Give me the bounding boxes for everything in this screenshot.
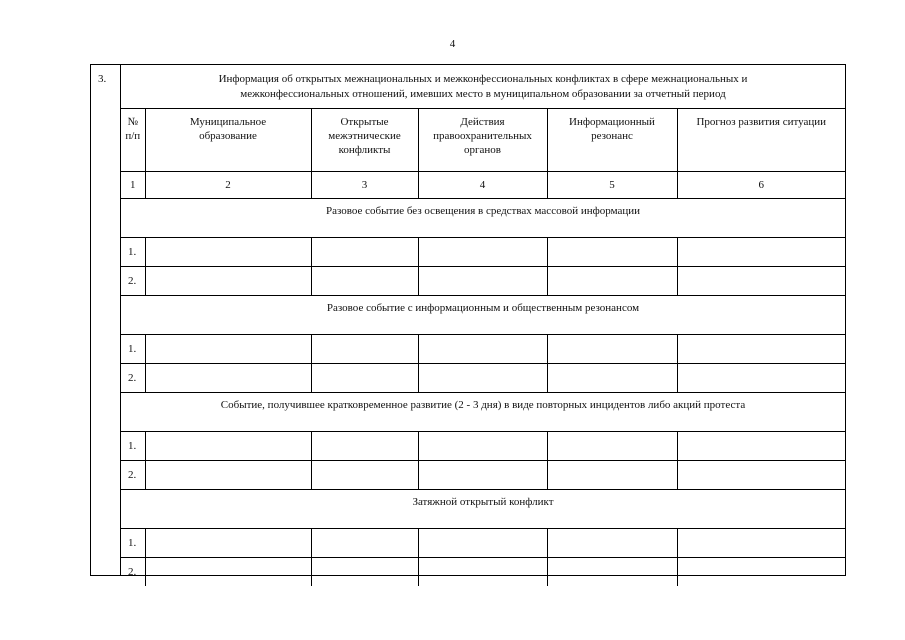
group-header-row — [121, 295, 845, 334]
empty-cell[interactable] — [418, 431, 547, 460]
report-form — [90, 64, 846, 576]
empty-cell[interactable] — [677, 460, 845, 489]
column-header-line: Информационный — [569, 116, 655, 128]
empty-cell[interactable] — [145, 460, 311, 489]
column-number-row — [121, 171, 845, 198]
empty-cell[interactable] — [311, 363, 418, 392]
empty-cell[interactable] — [311, 334, 418, 363]
section-title-line-2: межконфессиональных отношений, имевших место в муниципальном образовании за отчетный период — [240, 88, 726, 100]
empty-cell[interactable] — [145, 237, 311, 266]
column-header — [547, 109, 677, 171]
group-title: Разовое событие с информационным и общественным резонансом — [121, 295, 845, 334]
empty-cell[interactable] — [547, 363, 677, 392]
row-number: 1. — [121, 431, 145, 460]
empty-cell[interactable] — [145, 528, 311, 557]
empty-cell[interactable] — [145, 266, 311, 295]
group-title: Затяжной открытый конфликт — [121, 489, 845, 528]
section-title-line-1: Информация об открытых межнациональных и межконфессиональных конфликтах в сфере межнациональных и — [218, 73, 748, 85]
empty-cell[interactable] — [418, 363, 547, 392]
column-header-line: правоохранительных — [433, 130, 532, 142]
table-row — [121, 528, 845, 557]
column-number: 1 — [121, 171, 145, 198]
table-row — [121, 460, 845, 489]
empty-cell[interactable] — [145, 431, 311, 460]
header-row — [121, 109, 845, 171]
column-number: 3 — [311, 171, 418, 198]
empty-cell[interactable] — [311, 431, 418, 460]
row-number: 2. — [121, 363, 145, 392]
group-header-row — [121, 489, 845, 528]
column-header — [311, 109, 418, 171]
column-header-line: межэтнические — [328, 130, 401, 142]
column-header — [418, 109, 547, 171]
page-number: 4 — [449, 38, 456, 50]
group-header-row — [121, 392, 845, 431]
column-header-line: органов — [464, 144, 501, 156]
section-number: 3. — [91, 65, 121, 575]
empty-cell[interactable] — [547, 557, 677, 586]
empty-cell[interactable] — [145, 363, 311, 392]
empty-cell[interactable] — [677, 557, 845, 586]
column-number: 2 — [145, 171, 311, 198]
row-number: 2. — [121, 266, 145, 295]
empty-cell[interactable] — [418, 557, 547, 586]
row-number: 2. — [121, 460, 145, 489]
section-title — [121, 65, 845, 109]
column-header-line: Прогноз развития ситуации — [696, 116, 827, 128]
column-header-line: Открытые — [340, 116, 389, 128]
empty-cell[interactable] — [677, 431, 845, 460]
row-number: 1. — [121, 528, 145, 557]
empty-cell[interactable] — [547, 431, 677, 460]
empty-cell[interactable] — [677, 528, 845, 557]
row-number: 1. — [121, 334, 145, 363]
empty-cell[interactable] — [677, 237, 845, 266]
group-header-row — [121, 198, 845, 237]
empty-cell[interactable] — [311, 460, 418, 489]
column-header — [121, 109, 145, 171]
empty-cell[interactable] — [547, 334, 677, 363]
empty-cell[interactable] — [677, 334, 845, 363]
column-number: 5 — [547, 171, 677, 198]
empty-cell[interactable] — [311, 237, 418, 266]
column-header-line: № — [127, 116, 138, 128]
empty-cell[interactable] — [418, 460, 547, 489]
row-number: 1. — [121, 237, 145, 266]
column-header-line: конфликты — [338, 144, 391, 156]
empty-cell[interactable] — [311, 528, 418, 557]
empty-cell[interactable] — [145, 557, 311, 586]
empty-cell[interactable] — [418, 266, 547, 295]
conflicts-table — [121, 109, 845, 586]
empty-cell[interactable] — [677, 266, 845, 295]
group-title: Событие, получившее кратковременное развитие (2 - 3 дня) в виде повторных инцидентов либо акций протеста — [121, 392, 845, 431]
table-row — [121, 237, 845, 266]
column-header-line: Муниципальное — [189, 116, 267, 128]
empty-cell[interactable] — [145, 334, 311, 363]
column-header-line: резонанс — [591, 130, 633, 142]
empty-cell[interactable] — [418, 334, 547, 363]
empty-cell[interactable] — [547, 460, 677, 489]
section-body — [121, 65, 845, 578]
column-header — [145, 109, 311, 171]
column-header — [677, 109, 845, 171]
empty-cell[interactable] — [677, 363, 845, 392]
column-header-line: Действия — [460, 116, 505, 128]
table-row — [121, 557, 845, 586]
empty-cell[interactable] — [418, 237, 547, 266]
group-title: Разовое событие без освещения в средствах массовой информации — [121, 198, 845, 237]
column-header-line: п/п — [125, 130, 141, 142]
empty-cell[interactable] — [547, 266, 677, 295]
column-header-line: образование — [199, 130, 257, 142]
column-number: 6 — [677, 171, 845, 198]
empty-cell[interactable] — [547, 237, 677, 266]
column-number: 4 — [418, 171, 547, 198]
row-number: 2. — [121, 557, 145, 586]
table-row — [121, 431, 845, 460]
table-row — [121, 266, 845, 295]
empty-cell[interactable] — [311, 557, 418, 586]
empty-cell[interactable] — [311, 266, 418, 295]
empty-cell[interactable] — [418, 528, 547, 557]
empty-cell[interactable] — [547, 528, 677, 557]
table-row — [121, 363, 845, 392]
table-row — [121, 334, 845, 363]
